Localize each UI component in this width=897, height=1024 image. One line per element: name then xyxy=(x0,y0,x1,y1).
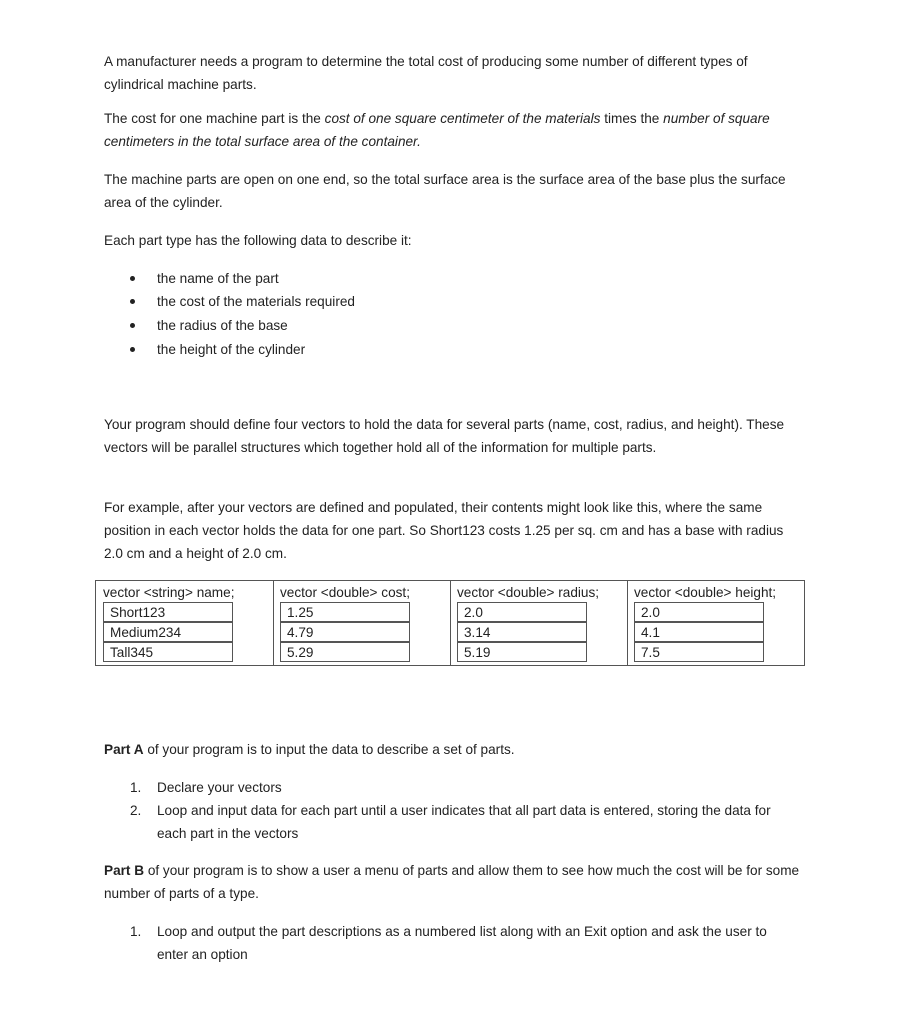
vector-cell: 7.5 xyxy=(634,642,764,662)
vector-column-height xyxy=(627,581,804,665)
vector-cell: 5.19 xyxy=(457,642,587,662)
bullet-icon xyxy=(130,347,135,352)
cost-text-c: times the xyxy=(600,111,664,126)
vector-cell: 1.25 xyxy=(280,602,410,622)
part-b-paragraph xyxy=(104,859,804,905)
surface-paragraph: The machine parts are open on one end, so the total surface area is the surface area of the base plus the surface area of the cylinder. xyxy=(104,172,786,210)
vector-column-radius xyxy=(450,581,628,665)
part-a-label: Part A xyxy=(104,742,144,757)
cost-text-b: cost of one square centimeter of the materials xyxy=(324,111,601,126)
vector-table xyxy=(95,580,805,666)
part-type-paragraph: Each part type has the following data to describe it: xyxy=(104,233,412,248)
vector-cell: Short123 xyxy=(103,602,233,622)
cost-text-a: The cost for one machine part is the xyxy=(104,111,325,126)
part-b-label: Part B xyxy=(104,863,145,878)
vector-cell: 2.0 xyxy=(634,602,764,622)
part-b-text: of your program is to show a user a menu of parts and allow them to see how much the cost will be for some number of parts of a type. xyxy=(104,863,800,901)
vector-cell: 5.29 xyxy=(280,642,410,662)
vector-column-name xyxy=(96,581,274,665)
bullet-icon xyxy=(130,323,135,328)
vector-cell: 4.1 xyxy=(634,622,764,642)
example-paragraph: For example, after your vectors are defined and populated, their contents might look like this, where the same position in each vector holds the data for one part. So Short123 costs 1.25 per sq. cm and has a base with radius 2.0 cm and a height of 2.0 cm. xyxy=(104,500,784,561)
vector-column-cost xyxy=(273,581,451,665)
vectors-paragraph: Your program should define four vectors to hold the data for several parts (name, cost, radius, and height). These vectors will be parallel structures which together hold all of the information for multiple parts. xyxy=(104,417,785,455)
bullet-icon xyxy=(130,276,135,281)
vector-cell: Tall345 xyxy=(103,642,233,662)
cost-paragraph xyxy=(104,107,804,153)
vector-header: vector <string> name; xyxy=(103,585,235,600)
vector-header: vector <double> radius; xyxy=(457,585,600,600)
part-a-text: of your program is to input the data to describe a set of parts. xyxy=(143,742,515,757)
vector-cell: Medium234 xyxy=(103,622,233,642)
cost-text-d: number of square centimeters in the total surface area of the container. xyxy=(104,111,770,149)
vector-header: vector <double> height; xyxy=(634,585,777,600)
part-a-paragraph xyxy=(104,738,804,761)
intro-paragraph: A manufacturer needs a program to determine the total cost of producing some number of different types of cylindrical machine parts. xyxy=(104,54,748,92)
vector-cell: 4.79 xyxy=(280,622,410,642)
vector-cell: 2.0 xyxy=(457,602,587,622)
vector-header: vector <double> cost; xyxy=(280,585,410,600)
bullet-icon xyxy=(130,299,135,304)
vector-cell: 3.14 xyxy=(457,622,587,642)
